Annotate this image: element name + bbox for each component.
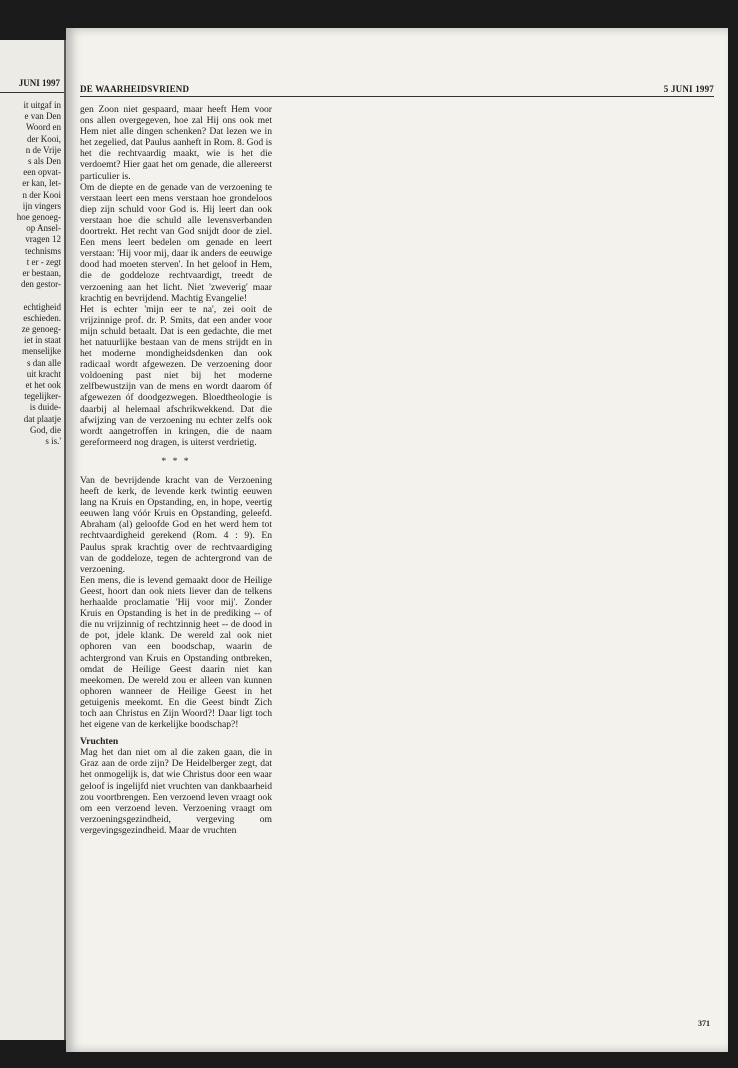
facing-page: [0, 40, 66, 1040]
facing-page-rule: [0, 92, 64, 93]
paragraph: Van de bevrijdende kracht van de Verzoening heeft de kerk, de levende kerk twintig eeuwen lang na Kruis en Opstanding, en, in hope, veertig eeuwen lang vóór Kruis en Opstanding, geleefd. Abraham (al) geloofde God en het werd hem tot rechtvaardigheid gerekend (Rom. 4 : 9). En Paulus sprak krachtig over de rechtvaardiging van de goddeloze, tegen de achtergrond van de verzoening.: [80, 475, 272, 575]
subheading: Vruchten: [80, 736, 119, 748]
facing-page-header: JUNI 1997: [18, 78, 60, 88]
paragraph: Een mens, die is levend gemaakt door de Heilige Geest, hoort dan ook niets liever dan de telkens herhaalde proclamatie 'Hij voor mij'. Zonder Kruis en Opstanding is het in de prediking -- of die nu vrijzinnig of rechtzinnig heet -- de dood in de pot, jdele klank. De wereld zal ook niet ophoren van een boodschap, waarin de achtergrond van Kruis en Opstanding ontbreken, omdat de Heilige Geest daarin niet kan meekomen. De wereld zou er alleen van kunnen ophoren wanneer de Heilige Geest in het getuigenis meekomt. En die Geest bindt Zich toch aan Christus en Zijn Woord?! Daar ligt toch het eigene van de kerkelijke boodschap?!: [80, 574, 272, 731]
paragraph: Om de diepte en de genade van de verzoening te verstaan leert een mens verstaan hoe grondeloos diep zijn schuld voor God is. Hij leert dan ook verstaan hoe die schuld alle levensverbanden doortrekt. Het recht van God snijdt door de ziel. Een mens leert bedelen om genade en leert verstaan: 'Hij voor mij, daar ik anders de eeuwige dood had moeten sterven'. In het geloof in Hem, die de goddeloze rechtvaardigt, treedt de verzoening aan het licht. Niet 'zweverig' maar krachtig en bevrijdend. Machtig Evangelie!: [80, 181, 272, 304]
header-rule: [80, 96, 714, 97]
page-number: 371: [698, 1019, 710, 1028]
facing-page-text: it uitgaf in e van Den Woord en der Kooi, n de Vrije s als Den een opvat- er kan, let- n der Kooi ijn vingers hoe genoeg- op Ansel- vragen 12 technisms t er - zegt er bestaan, den gestor- echtigheid eschieden. ze genoeg- iet in staat menselijke s dan alle uit kracht et het ook tegelijker- is duide- dat plaatje God, die s is.': [16, 100, 61, 447]
publication-title: DE WAARHEIDSVRIEND: [80, 84, 190, 94]
paragraph: gen Zoon niet gespaard, maar heeft Hem voor ons allen overgegeven, hoe zal Hij ons ook met Hem niet alle dingen schenken? Dat lezen we in het zegelied, dat Paulus aanheft in Rom. 8. God is het die rechtvaardig maakt, wie is het die verdoemt? Hier gaat het om genade, die allereerst particulier is.: [80, 104, 272, 182]
paragraph: Mag het dan niet om al die zaken gaan, die in Graz aan de orde zijn? De Heidelberger zegt, dat het onmogelijk is, dat wie Christus door een waar geloof is ingelijfd niet vruchten van dankbaarheid zou voortbrengen. Een verzoend leven vraagt ook om een verzoend leven. Verzoening vraagt om verzoeningsgezindheid, vergeving om vergevingsgezindheid. Maar de vruchten: [80, 747, 272, 836]
newspaper-page: [66, 28, 728, 1052]
column-1: [80, 104, 272, 836]
section-divider: * * *: [161, 455, 191, 467]
running-header: [80, 78, 714, 94]
paragraph: Het is echter 'mijn eer te na', zei ooit de vrijzinnige prof. dr. P. Smits, dat een ander voor mijn schuld betaalt. Dat is een gedachte, die met het natuurlijke bestaan van de mens strijdt en in het moderne mondigheidsdenken dan ook radicaal wordt afgewezen. De verzoening door voldoening past niet bij het moderne zelfbewustzijn van de mens en wordt daarom óf afgewezen óf doodgezwegen. Bloedtheologie is daarbij al helemaal afschrikwekkend. Dat die afwijzing van de verzoening nu echter zelfs ook wordt aangetroffen in kringen, die de naam gereformeerd nog dragen, is uiterst verdrietig.: [80, 303, 272, 448]
issue-date: 5 JUNI 1997: [663, 84, 714, 94]
